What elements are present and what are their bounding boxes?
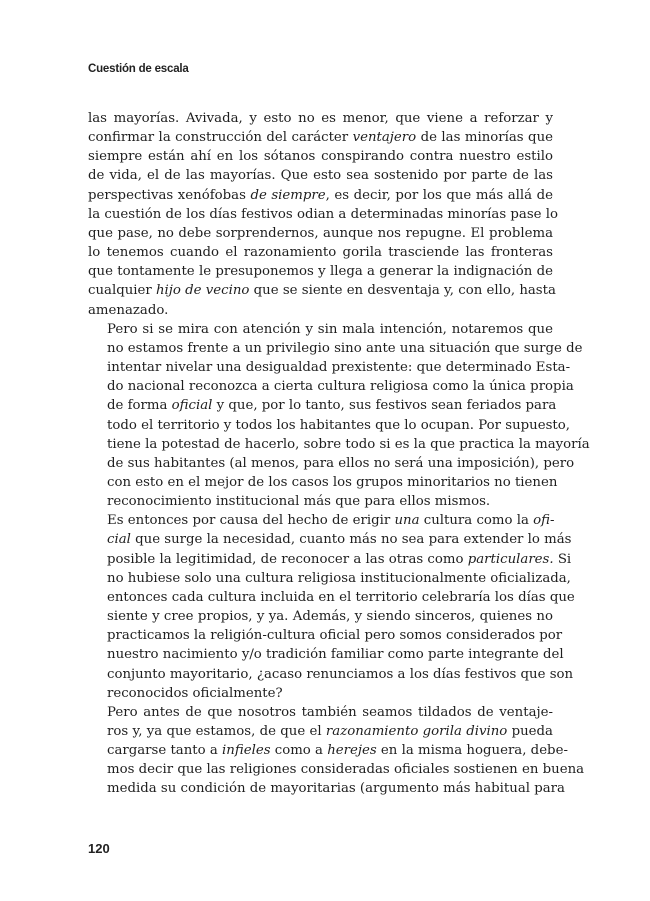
text-line: Pero si se mira con atención y sin mala intención, notaremos que [107,321,553,337]
text-line: intentar nivelar una desigualdad prexistente: que determinado Esta- [107,360,571,376]
running-head: Cuestión de escala [88,63,189,75]
text-line: tiene la potestad de hacerlo, sobre todo si es la que practica la mayoría [107,436,590,452]
text-line: Pero antes de que nosotros también seamos tildados de ventaje- [107,704,553,720]
text-line: lo tenemos cuando el razonamiento gorila trasciende las fronteras [88,245,553,261]
text-line: practicamos la religión-cultura oficial pero somos considerados por [107,628,563,644]
text-line: cial que surge la necesidad, cuanto más no sea para extender lo más [107,532,572,548]
text-line: con esto en el mejor de los casos los grupos minoritarios no tienen [107,474,558,490]
text-line: ros y, ya que estamos, de que el razonamiento gorila divino pueda [107,724,553,739]
text-line: de sus habitantes (al menos, para ellos no será una imposición), pero [107,455,575,471]
text-line: conjunto mayoritario, ¿acaso renunciamos a los días festivos que son [107,666,574,682]
text-line: confirmar la construcción del carácter ventajero de las minorías que [88,130,554,146]
paragraph [88,109,559,320]
text-line: siempre están ahí en los sótanos conspirando contra nuestro estilo [88,149,553,165]
text-line: Es entonces por causa del hecho de erigir una cultura como la ofi- [107,513,555,529]
text-line: posible la legitimidad, de reconocer a las otras como particulares. Si [107,551,572,567]
text-line: nuestro nacimiento y/o tradición familiar como parte integrante del [107,647,564,663]
text-line: que pase, no debe sorprendernos, aunque nos repugne. El problema [88,225,553,241]
text-line: cualquier hijo de vecino que se siente en desventaja y, con ello, hasta [88,283,556,299]
text-line: no hubiese solo una cultura religiosa institucionalmente oficializada, [107,570,571,586]
text-line: entonces cada cultura incluida en el territorio celebraría los días que [107,589,575,605]
paragraph [88,511,575,703]
paragraph [88,703,585,799]
body-text [88,109,590,799]
text-line: no estamos frente a un privilegio sino ante una situación que surge de [107,340,583,356]
text-line: que tontamente le presuponemos y llega a generar la indignación de [88,264,553,280]
text-line: amenazado. [88,302,169,318]
text-line: todo el territorio y todos los habitantes que lo ocupan. Por supuesto, [107,417,570,433]
text-line: de forma oficial y que, por lo tanto, sus festivos sean feriados para [107,398,557,414]
text-line: perspectivas xenófobas de siempre, es decir, por los que más allá de [88,187,553,203]
text-line: reconocimiento institucional más que para ellos mismos. [107,494,491,510]
text-line: reconocidos oficialmente? [107,685,283,701]
text-line: la cuestión de los días festivos odian a determinadas minorías pase lo [88,206,559,222]
text-line: siente y cree propios, y ya. Además, y siendo sinceros, quienes no [107,609,553,625]
text-line: do nacional reconozca a cierta cultura religiosa como la única propia [107,379,574,395]
text-line: medida su condición de mayoritarias (argumento más habitual para [107,781,565,797]
page-number: 120 [88,841,110,856]
text-line: las mayorías. Avivada, y esto no es menor, que viene a reforzar y [88,111,553,126]
text-line: cargarse tanto a infieles como a herejes en la misma hoguera, debe- [107,743,568,759]
paragraph [88,320,590,512]
text-line: mos decir que las religiones consideradas oficiales sostienen en buena [107,762,585,778]
text-line: de vida, el de las mayorías. Que esto sea sostenido por parte de las [88,168,553,184]
